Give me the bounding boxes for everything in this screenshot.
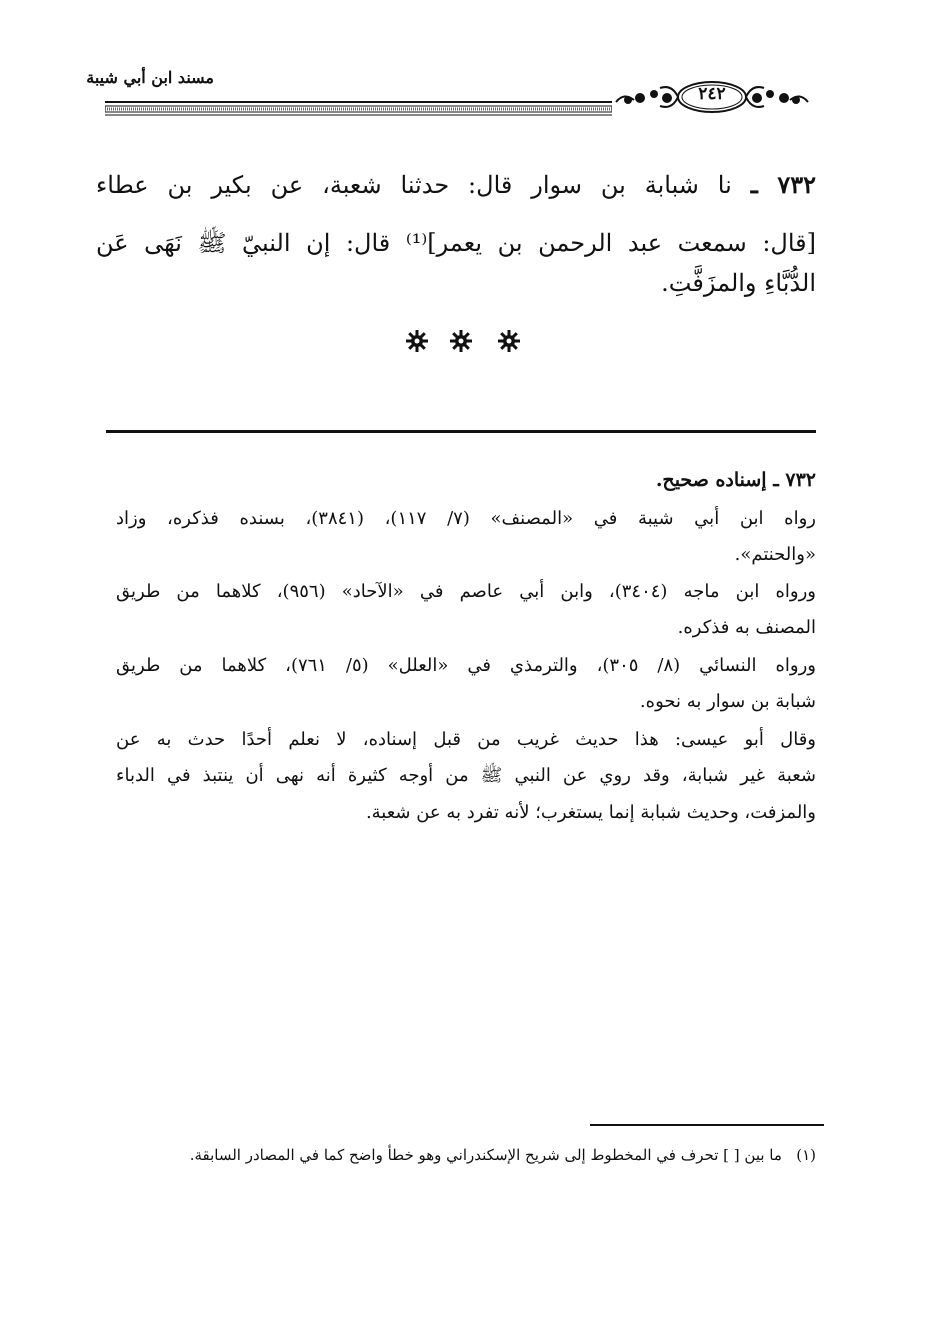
commentary-line: ورواه ابن ماجه (٣٤٠٤)، وابن أبي عاصم في «الآحاد» (٩٥٦)، كلاهما من طريق	[116, 581, 816, 602]
commentary-line: وقال أبو عيسى: هذا حديث غريب من قبل إسناده، لا نعلم أحدًا حدث به عن	[116, 729, 816, 750]
page-number: ٢٤٢	[698, 84, 726, 104]
star-separator	[395, 326, 535, 356]
commentary-title: ٧٣٢ ـ إسناده صحيح.	[655, 469, 816, 491]
header-rule	[105, 98, 612, 118]
footnote-text: ما بين [ ] تحرف في المخطوط إلى شريح الإسكندراني وهو خطأ واضح كما في المصادر السابقة.	[189, 1146, 782, 1164]
footnote-marker: (١)	[796, 1146, 816, 1164]
footnote	[190, 1143, 816, 1167]
commentary-line: شعبة غير شبابة، وقد روي عن النبي ﷺ من أوجه كثيرة أنه نهى أن ينتبذ في الدباء	[116, 765, 816, 786]
hadith-line-2: [قال: سمعت عبد الرحمن بن يعمر]⁽¹⁾ قال: إن النبيّ ﷺ نَهَى عَن	[96, 229, 816, 257]
hadith-line-1-text: نا شبابة بن سوار قال: حدثنا شعبة، عن بكير بن عطاء	[96, 171, 732, 199]
footnote-rule	[590, 1124, 824, 1126]
commentary-line: ورواه النسائي (٨/ ٣٠٥)، والترمذي في «العلل» (٥/ ٧٦١)، كلاهما من طريق	[116, 655, 816, 676]
commentary-line: شبابة بن سوار به نحوه.	[639, 691, 816, 712]
commentary-line: رواه ابن أبي شيبة في «المصنف» (٧/ ١١٧)، (٣٨٤١)، بسنده فذكره، وزاد	[116, 508, 816, 529]
hadith-line-1	[96, 168, 816, 202]
running-head: مسند ابن أبي شيبة	[86, 68, 214, 87]
hadith-line-3: الدُّبَّاءِ والمزَفَّتِ.	[661, 269, 816, 297]
commentary-line: «والحنتم».	[734, 544, 816, 565]
commentary-line: والمزفت، وحديث شبابة إنما يستغرب؛ لأنه تفرد به عن شعبة.	[365, 802, 816, 823]
section-divider	[106, 430, 816, 433]
commentary-line: المصنف به فذكره.	[677, 617, 816, 638]
hadith-number: ٧٣٢ ـ	[750, 170, 816, 199]
